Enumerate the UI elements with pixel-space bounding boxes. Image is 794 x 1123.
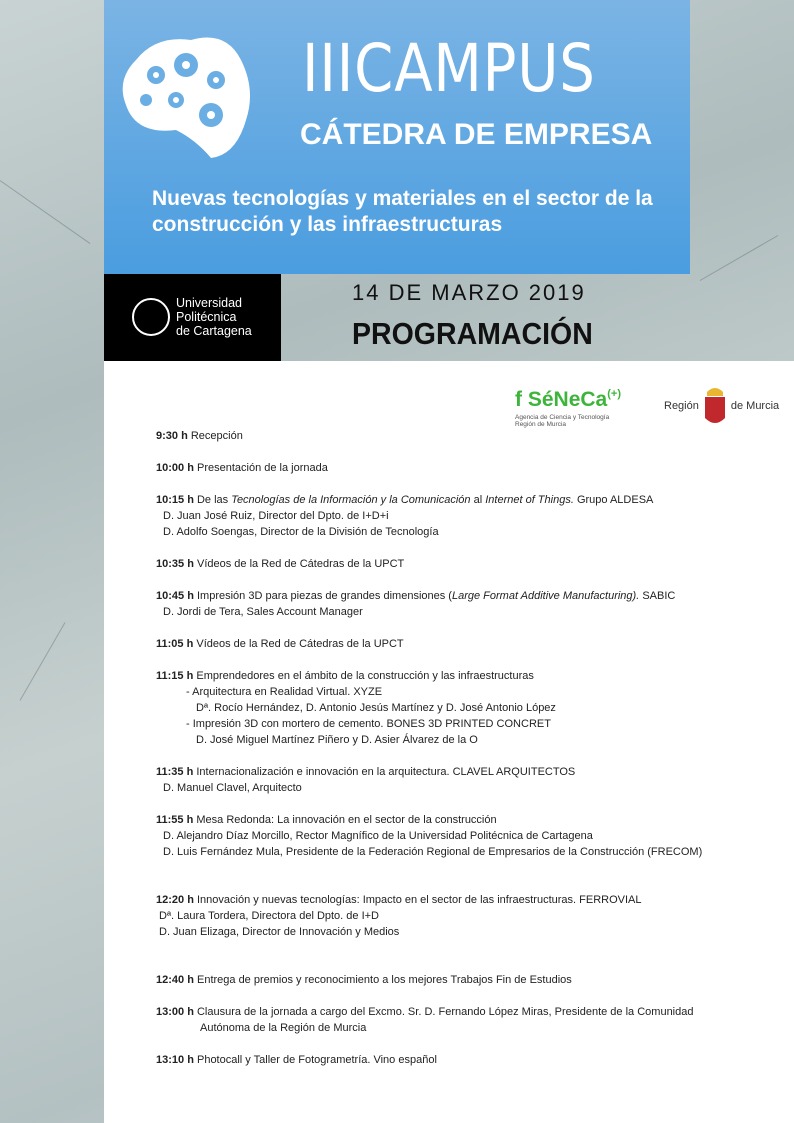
program-text: D. Manuel Clavel, Arquitecto (163, 782, 302, 794)
program-line (156, 556, 702, 572)
program-time: 13:10 h (156, 1054, 194, 1066)
program-line (156, 668, 702, 684)
program-text: D. José Miguel Martínez Piñero y D. Asier Álvarez de la O (196, 734, 478, 746)
upct-name-line: Universidad (176, 296, 243, 310)
program-time: 10:00 h (156, 462, 194, 474)
texture-crack (700, 235, 778, 281)
program-line (156, 492, 702, 508)
program-text: Photocall y Taller de Fotogrametría. Vino español (196, 1054, 437, 1066)
program-line (156, 972, 702, 988)
program-line (156, 828, 702, 844)
program-line (156, 844, 702, 860)
program-list (156, 428, 702, 1084)
seneca-plus: (+) (607, 388, 621, 400)
event-banner (104, 0, 690, 274)
program-text: Recepción (190, 430, 243, 442)
program-line (156, 460, 702, 476)
program-line (156, 1052, 702, 1068)
program-text: D. Jordi de Tera, Sales Account Manager (163, 606, 363, 618)
program-text: - Impresión 3D con mortero de cemento. BONES 3D PRINTED CONCRET (186, 718, 551, 730)
texture-crack (20, 622, 66, 700)
program-text: Entrega de premios y reconocimiento a los mejores Trabajos Fin de Estudios (196, 974, 572, 986)
program-time: 11:05 h (156, 638, 194, 650)
region-label: Región (664, 400, 699, 412)
page-title: PROGRAMACIÓN (352, 316, 593, 351)
program-item (156, 892, 702, 940)
upct-name-line: de Cartagena (176, 324, 252, 338)
program-line (156, 812, 702, 828)
texture-crack (0, 180, 90, 244)
program-text: Impresión 3D para piezas de grandes dimensiones ( (196, 590, 452, 602)
program-text: Innovación y nuevas tecnologías: Impacto en el sector de las infraestructuras. FERROVIAL (196, 894, 642, 906)
seneca-logo (515, 388, 621, 428)
murcia-shield-icon (703, 384, 727, 428)
program-item (156, 1004, 702, 1036)
program-time: 9:30 h (156, 430, 188, 442)
program-line (156, 588, 702, 604)
program-text: SABIC (639, 590, 676, 602)
program-line (156, 604, 702, 620)
seneca-sub: Agencia de Ciencia y Tecnología (515, 414, 610, 421)
program-item (156, 428, 702, 444)
upct-logo (104, 274, 281, 361)
program-text: Large Format Additive Manufacturing). (451, 590, 640, 602)
program-line (156, 764, 702, 780)
program-text: De las (196, 494, 232, 506)
program-line (156, 1020, 702, 1036)
campus-title: IIICAMPUS (302, 30, 596, 107)
program-text: Clausura de la jornada a cargo del Excmo. Sr. D. Fernando López Miras, Presidente de la Comunidad (196, 1006, 694, 1018)
program-text: - Arquitectura en Realidad Virtual. XYZE (186, 686, 383, 698)
program-item (156, 668, 702, 748)
program-line (156, 1004, 702, 1020)
program-line (156, 524, 702, 540)
program-text: Tecnologías de la Información y la Comunicación (231, 494, 471, 506)
program-text: D. Juan Elizaga, Director de Innovación y Medios (159, 926, 400, 938)
program-item (156, 556, 702, 572)
program-line (156, 636, 702, 652)
program-text: Emprendedores en el ámbito de la construcción y las infraestructuras (196, 670, 534, 682)
program-item (156, 588, 702, 620)
program-text: Grupo ALDESA (573, 494, 654, 506)
program-item (156, 972, 702, 988)
seneca-f: f (515, 388, 522, 411)
program-text: Internet of Things. (485, 494, 574, 506)
program-time: 11:35 h (156, 766, 194, 778)
program-time: 10:35 h (156, 558, 194, 570)
program-text: D. Juan José Ruiz, Director del Dpto. de I+D+i (163, 510, 389, 522)
program-line (156, 908, 702, 924)
program-time: 11:55 h (156, 814, 194, 826)
program-time: 12:40 h (156, 974, 194, 986)
seneca-sub: Región de Murcia (515, 421, 566, 428)
program-line (156, 924, 702, 940)
program-item (156, 764, 702, 796)
program-time: 12:20 h (156, 894, 194, 906)
upct-name-line: Politécnica (176, 310, 237, 324)
program-text: Presentación de la jornada (196, 462, 328, 474)
program-text: al (470, 494, 486, 506)
program-line (156, 780, 702, 796)
program-time: 13:00 h (156, 1006, 194, 1018)
program-text: Autónoma de la Región de Murcia (200, 1022, 367, 1034)
program-line (156, 700, 702, 716)
event-date: 14 DE MARZO 2019 (352, 280, 586, 305)
program-line (156, 428, 702, 444)
program-line (156, 892, 702, 908)
program-text: D. Adolfo Soengas, Director de la División de Tecnología (163, 526, 439, 538)
program-line (156, 508, 702, 524)
program-text: Vídeos de la Red de Cátedras de la UPCT (196, 558, 405, 570)
catedra-title: CÁTEDRA DE EMPRESA (300, 118, 653, 151)
program-line (156, 684, 702, 700)
program-time: 10:45 h (156, 590, 194, 602)
program-item (156, 812, 702, 860)
program-time: 10:15 h (156, 494, 194, 506)
program-text: Dª. Rocío Hernández, D. Antonio Jesús Martínez y D. José Antonio López (196, 702, 556, 714)
program-line (156, 732, 702, 748)
region-murcia-logo (664, 384, 779, 428)
program-text: Internacionalización e innovación en la arquitectura. CLAVEL ARQUITECTOS (196, 766, 576, 778)
program-item (156, 460, 702, 476)
program-text: Dª. Laura Tordera, Directora del Dpto. de I+D (159, 910, 380, 922)
program-text: Vídeos de la Red de Cátedras de la UPCT (196, 638, 404, 650)
event-subtitle: Nuevas tecnologías y materiales en el sector de la construcción y las infraestructuras (152, 187, 653, 236)
program-text: Mesa Redonda: La innovación en el sector de la construcción (196, 814, 497, 826)
program-item (156, 1052, 702, 1068)
program-line (156, 716, 702, 732)
murcia-label: de Murcia (730, 400, 780, 412)
program-text: D. Luis Fernández Mula, Presidente de la Federación Regional de Empresarios de la Construcción (FRECOM) (163, 846, 703, 858)
program-item (156, 492, 702, 540)
upct-emblem-icon (132, 298, 170, 336)
seneca-name: SéNeCa (527, 388, 608, 411)
program-text: D. Alejandro Díaz Morcillo, Rector Magnífico de la Universidad Politécnica de Cartagena (163, 830, 593, 842)
program-item (156, 636, 702, 652)
program-time: 11:15 h (156, 670, 194, 682)
gears-logo-icon (116, 30, 256, 160)
